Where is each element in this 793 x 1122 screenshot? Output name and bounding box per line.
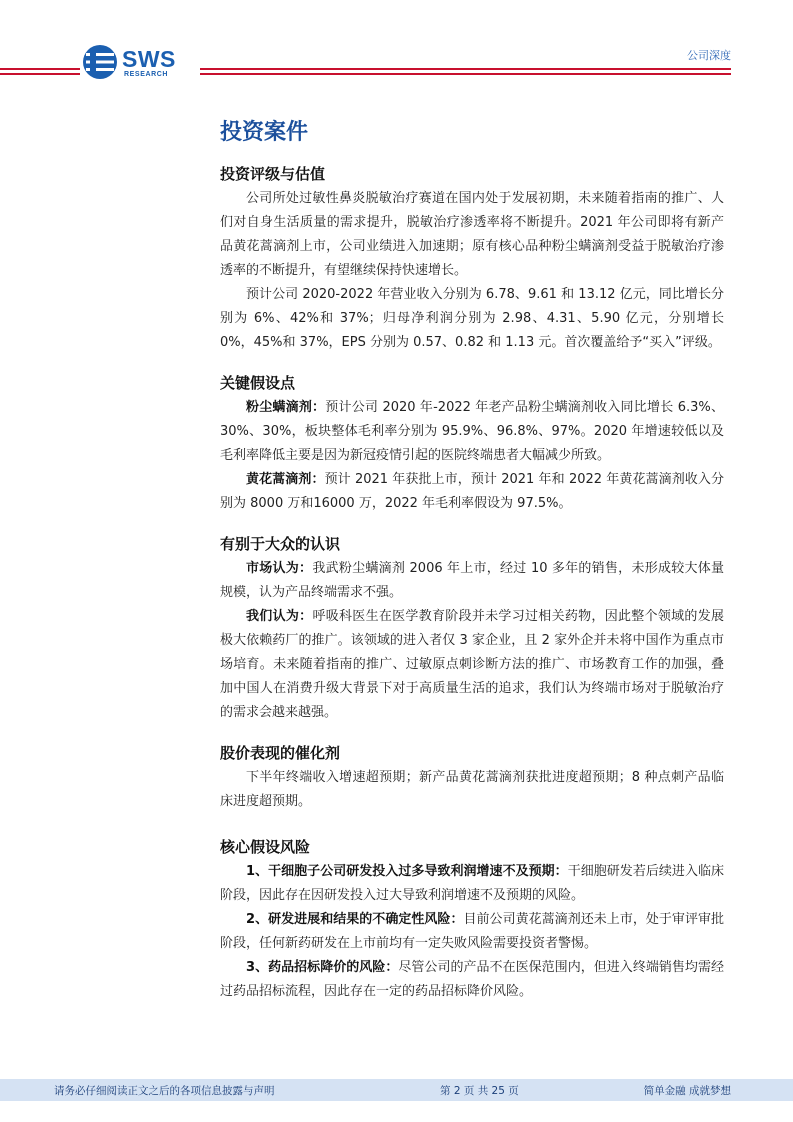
section-key-assumptions	[220, 370, 724, 516]
footer-disclaimer: 请务必仔细阅读正文之后的各项信息披露与声明	[54, 1085, 275, 1097]
paragraph: 预计公司 2020-2022 年营业收入分别为 6.78、9.61 和 13.12 亿元，同比增长分别为 6%、42%和 37%；归母净利润分别为 2.98、4.31、5.90 亿元，分别增长 0%，45%和 37%，EPS 分别为 0.57、0.82 和 1.13 元。首次覆盖给予“买入”评级。	[220, 287, 724, 350]
paragraph: 市场认为：我武粉尘螨滴剂 2006 年上市，经过 10 多年的销售，未形成较大体量规模，认为产品终端需求不强。	[220, 561, 724, 600]
section-valuation	[220, 161, 724, 355]
section-title: 关键假设点	[220, 374, 296, 392]
paragraph: 公司所处过敏性鼻炎脱敏治疗赛道在国内处于发展初期，未来随着指南的推广、人们对自身生活质量的需求提升，脱敏治疗渗透率将不断提升。2021 年公司即将有新产品黄花蒿滴剂上市，公司业绩进入加速期；原有核心品种粉尘螨滴剂受益于脱敏治疗渗透率的不断提升，有望继续保持快速增长。	[220, 191, 724, 278]
paragraph: 1、干细胞子公司研发投入过多导致利润增速不及预期：干细胞研发若后续进入临床阶段，因此存在因研发投入过大导致利润增速不及预期的风险。	[220, 864, 724, 903]
header-rule	[0, 68, 80, 70]
page-footer	[0, 1079, 793, 1101]
section-title: 有别于大众的认识	[220, 535, 341, 553]
paragraph: 我们认为：呼吸科医生在医学教育阶段并未学习过相关药物，因此整个领域的发展极大依赖药厂的推广。该领域的进入者仅 3 家企业，且 2 家外企并未将中国作为重点市场培育。未来随着指南的推广、过敏原点刺诊断方法的推广、市场教育工作的加强，叠加中国人在消费升级大背景下对于高质量生活的追求，我们认为终端市场对于脱敏治疗的需求会越来越强。	[220, 609, 724, 720]
sws-logo-mark-icon	[82, 44, 118, 80]
header-rule	[200, 73, 731, 75]
logo-subtitle: RESEARCH	[124, 71, 169, 78]
document-type-label: 公司深度	[687, 49, 731, 62]
logo-text: SWS	[122, 46, 176, 72]
section-risks	[220, 834, 724, 1004]
section-title: 股价表现的催化剂	[220, 744, 341, 762]
report-body	[220, 116, 724, 1004]
paragraph: 粉尘螨滴剂：预计公司 2020 年-2022 年老产品粉尘螨滴剂收入同比增长 6.3%、30%、30%，板块整体毛利率分别为 95.9%、96.8%、97%。2020 年增速较低以及毛利率降低主要是因为新冠疫情引起的医院终端患者大幅减少所致。	[220, 400, 724, 463]
section-differentiated-view	[220, 531, 724, 725]
header-rule	[0, 73, 80, 75]
paragraph: 下半年终端收入增速超预期；新产品黄花蒿滴剂获批进度超预期；8 种点刺产品临床进度超预期。	[220, 770, 724, 809]
paragraph: 3、药品招标降价的风险：尽管公司的产品不在医保范围内，但进入终端销售均需经过药品招标流程，因此存在一定的药品招标降价风险。	[220, 960, 724, 999]
header-rule	[200, 68, 731, 70]
paragraph: 黄花蒿滴剂：预计 2021 年获批上市，预计 2021 年和 2022 年黄花蒿滴剂收入分别为 8000 万和16000 万，2022 年毛利率假设为 97.5%。	[220, 472, 724, 511]
paragraph: 2、研发进展和结果的不确定性风险：目前公司黄花蒿滴剂还未上市，处于审评审批阶段，任何新药研发在上市前均有一定失败风险需要投资者警惕。	[220, 912, 724, 951]
section-title: 核心假设风险	[220, 838, 311, 856]
footer-slogan: 简单金融 成就梦想	[643, 1085, 731, 1097]
section-catalysts	[220, 740, 724, 814]
sws-logo	[82, 44, 192, 82]
page-header	[0, 0, 793, 90]
page-number: 第 2 页 共 25 页	[440, 1085, 519, 1097]
page-title: 投资案件	[220, 120, 309, 145]
section-title: 投资评级与估值	[220, 165, 326, 183]
